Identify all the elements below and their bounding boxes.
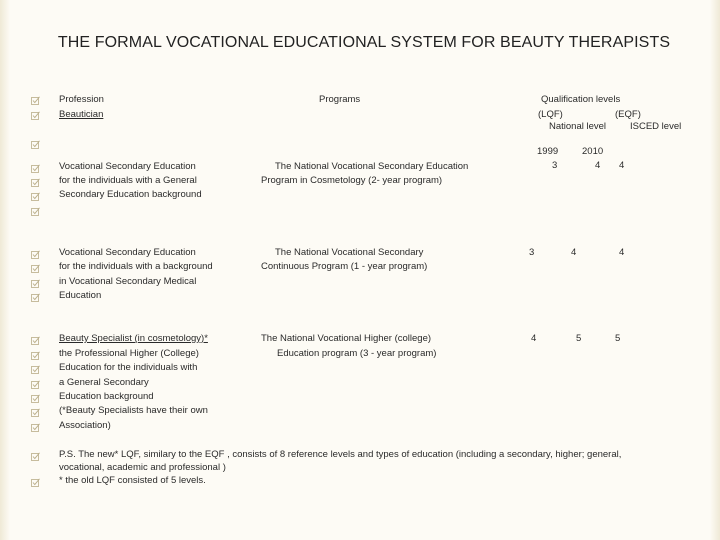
header-national-level: National level — [549, 121, 607, 132]
bullet-icon — [31, 96, 40, 105]
header-programs: Programs — [319, 94, 361, 105]
row1-lqf-1999: 3 — [552, 160, 558, 171]
row2-profession-line: Education — [59, 290, 102, 301]
bullet-icon — [31, 408, 40, 417]
header-lqf: (LQF) — [538, 109, 563, 120]
row1-program-line: Program in Cosmetology (2- year program) — [261, 175, 443, 186]
row2-program-line: The National Vocational Secondary — [275, 247, 424, 258]
row2-profession-line: for the individuals with a background — [59, 261, 213, 272]
row1-profession-line: Vocational Secondary Education — [59, 161, 196, 172]
header-year-1999: 1999 — [537, 146, 559, 157]
row3-profession-line: (*Beauty Specialists have their own — [59, 405, 208, 416]
bullet-icon — [31, 264, 40, 273]
right-border-decoration — [710, 0, 720, 540]
header-isced-level: ISCED level — [630, 121, 682, 132]
bullet-icon — [31, 207, 40, 216]
row2-isced: 4 — [619, 247, 625, 258]
row3-profession-line: the Professional Higher (College) — [59, 348, 199, 359]
header-year-2010: 2010 — [582, 146, 604, 157]
bullet-icon — [31, 380, 40, 389]
note-old-lqf: * the old LQF consisted of 5 levels. — [59, 475, 206, 486]
row2-profession-line: Vocational Secondary Education — [59, 247, 196, 258]
row2-lqf-2010: 4 — [571, 247, 577, 258]
bullet-icon — [31, 394, 40, 403]
header-beautician: Beautician — [59, 109, 104, 120]
note-ps: P.S. The new* LQF, similary to the EQF , consists of 8 reference levels and types of education (including a secondary, higher; general, vocational, academic and professional ) — [59, 449, 622, 473]
row3-program-line: The National Vocational Higher (college) — [261, 333, 432, 344]
bullet-icon — [31, 478, 40, 487]
row2-profession-line: in Vocational Secondary Medical — [59, 276, 197, 287]
bullet-icon — [31, 140, 40, 149]
bullet-icon — [31, 293, 40, 302]
row1-lqf-2010: 4 — [595, 160, 601, 171]
row3-program-line: Education program (3 - year program) — [277, 348, 437, 359]
row1-profession-line: Secondary Education background — [59, 189, 202, 200]
bullet-icon — [31, 423, 40, 432]
row1-profession-line: for the individuals with a General — [59, 175, 197, 186]
row3-profession-line: Association) — [59, 420, 111, 431]
bullet-icon — [31, 452, 40, 461]
bullet-icon — [31, 365, 40, 374]
slide-title: THE FORMAL VOCATIONAL EDUCATIONAL SYSTEM FOR BEAUTY THERAPISTS — [57, 34, 671, 51]
row1-isced: 4 — [619, 160, 625, 171]
row2-lqf-1999: 3 — [529, 247, 535, 258]
bullet-icon — [31, 192, 40, 201]
row2-program-line: Continuous Program (1 - year program) — [261, 261, 428, 272]
row3-lqf-1999: 4 — [531, 333, 537, 344]
row3-lqf-2010: 5 — [576, 333, 582, 344]
bullet-icon — [31, 178, 40, 187]
left-border-decoration — [0, 0, 10, 540]
bullet-icon — [31, 279, 40, 288]
bullet-icon — [31, 351, 40, 360]
bullet-icon — [31, 336, 40, 345]
row3-isced: 5 — [615, 333, 621, 344]
bullet-icon — [31, 250, 40, 259]
row1-program-line: The National Vocational Secondary Education — [275, 161, 469, 172]
header-qualification-levels: Qualification levels — [541, 94, 621, 105]
row3-profession-line: Education background — [59, 391, 154, 402]
row3-profession-line: Education for the individuals with — [59, 362, 198, 373]
header-profession: Profession — [59, 94, 104, 105]
bullet-icon — [31, 111, 40, 120]
row3-profession-line: a General Secondary — [59, 377, 149, 388]
bullet-icon — [31, 164, 40, 173]
header-eqf: (EQF) — [615, 109, 641, 120]
row3-profession-line: Beauty Specialist (in cosmetology)* — [59, 333, 208, 344]
